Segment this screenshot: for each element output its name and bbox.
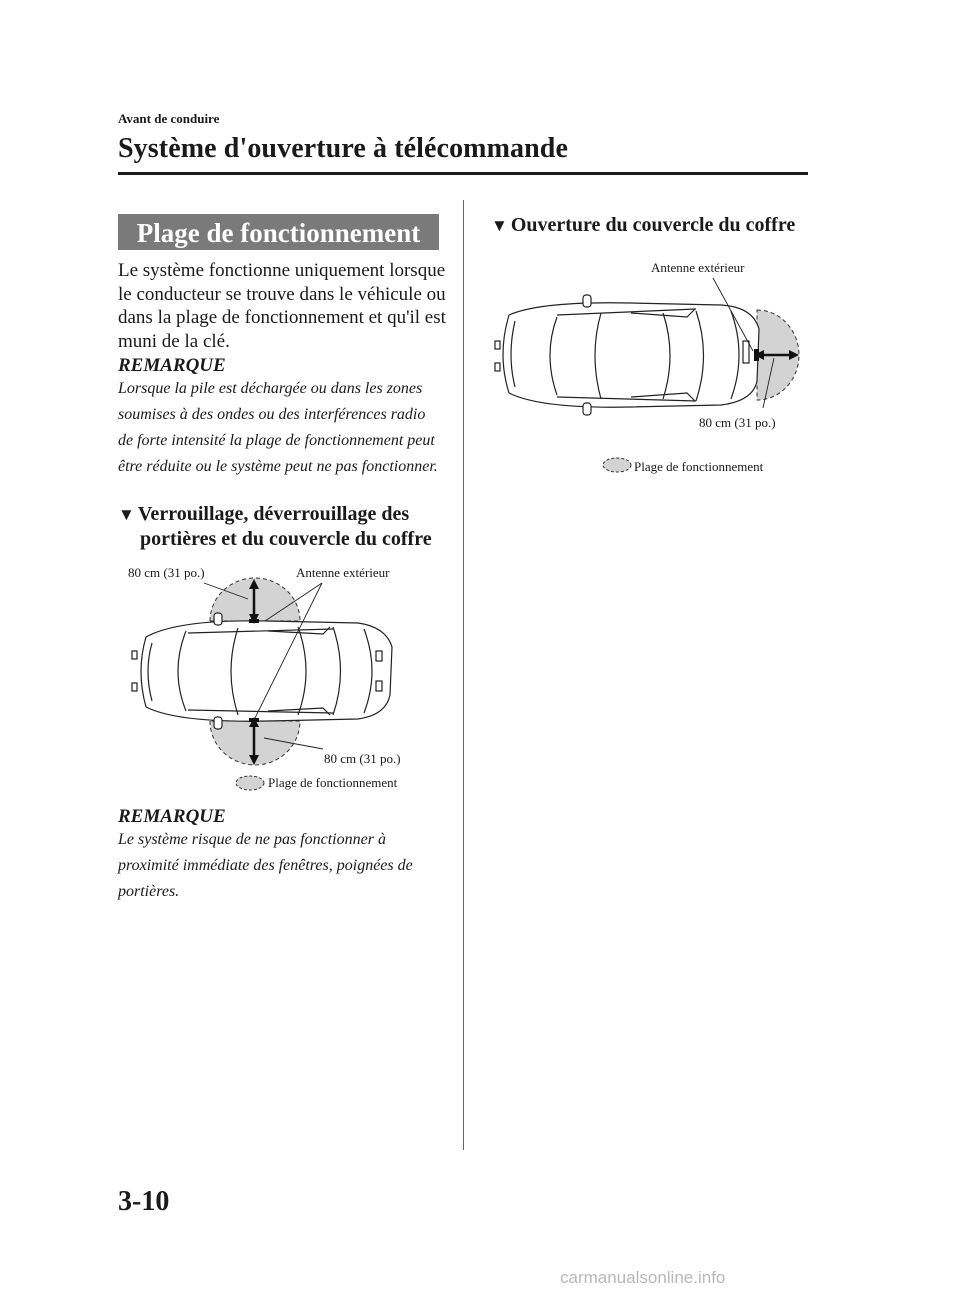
legend-swatch — [603, 458, 631, 472]
chapter-label: Avant de conduire — [118, 111, 220, 126]
triangle-marker-icon: ▼ — [491, 216, 508, 235]
section-title: Système d'ouverture à télécommande — [118, 133, 569, 164]
note-text: Lorsque la pile est déchargée ou dans les zones soumises à des ondes ou des interférences radio de forte intensité la plage de fonctionnement peut être réduite ou le système peut ne pas fonctionner. — [118, 380, 438, 475]
header-rule — [118, 172, 808, 175]
distance-label-bottom: 80 cm (31 po.) — [324, 751, 401, 766]
subheading-trunk — [491, 213, 821, 238]
page-number: 3-10 — [118, 1186, 170, 1217]
subheading-line1: Ouverture du couvercle du coffre — [510, 214, 796, 236]
car-illustration — [132, 613, 392, 729]
car-side-range-figure — [118, 555, 438, 800]
antenna-label: Antenne extérieur — [296, 565, 390, 580]
intro-paragraph: Le système fonctionne uniquement lorsque le conducteur se trouve dans le véhicule ou dans la plage de fonctionnement et qu'il est muni de la clé. — [118, 260, 446, 352]
subheading-line1: Verrouillage, déverrouillage des — [137, 503, 410, 525]
triangle-marker-icon: ▼ — [118, 505, 135, 524]
note-text: Le système risque de ne pas fonctionner à proximité immédiate des fenêtres, poignées de portières. — [118, 831, 413, 900]
car-rear-range-figure — [491, 245, 811, 480]
distance-label: 80 cm (31 po.) — [699, 415, 776, 430]
subheading-line2: portières et du couvercle du coffre — [140, 528, 432, 550]
column-divider — [463, 200, 464, 1150]
distance-label-top: 80 cm (31 po.) — [128, 565, 205, 580]
legend-label: Plage de fonctionnement — [634, 459, 764, 474]
note-label: REMARQUE — [118, 806, 226, 827]
operating-range-banner: Plage de fonctionnement — [118, 214, 439, 250]
legend-swatch — [236, 776, 264, 790]
note-label: REMARQUE — [118, 355, 226, 376]
subheading-lock-unlock — [118, 502, 453, 551]
legend-label: Plage de fonctionnement — [268, 775, 398, 790]
watermark: carmanualsonline.info — [560, 1268, 726, 1287]
antenna-label: Antenne extérieur — [651, 260, 745, 275]
car-illustration — [495, 295, 759, 415]
